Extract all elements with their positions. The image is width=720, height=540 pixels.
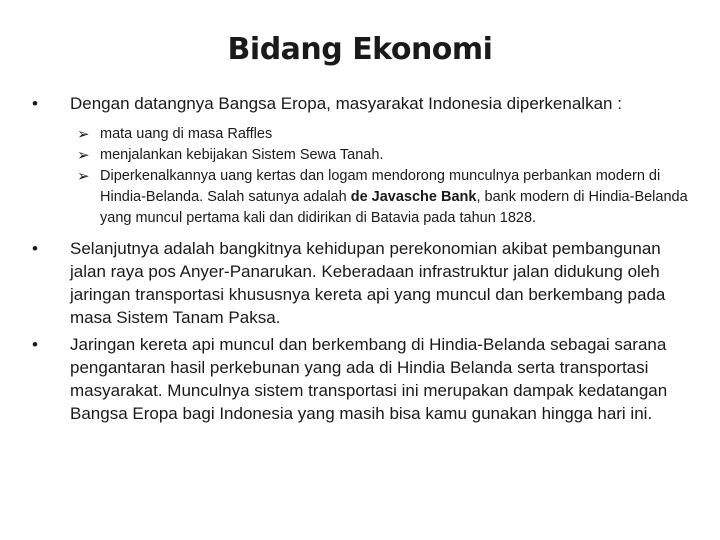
sub-bullet-1-text: mata uang di masa Raffles	[100, 126, 273, 142]
sub-bullet-1	[30, 124, 700, 145]
arrow-bullet-icon: ➢	[77, 168, 90, 185]
bullet-1	[30, 92, 700, 116]
sub-bullet-2-text: menjalankan kebijakan Sistem Sewa Tanah.	[100, 147, 384, 163]
sub-bullet-3	[30, 166, 700, 229]
bullet-icon: •	[32, 94, 38, 113]
sub-bullet-2	[30, 145, 700, 166]
bullet-3	[30, 333, 700, 425]
sub-bullet-list	[30, 124, 700, 229]
arrow-bullet-icon: ➢	[77, 126, 90, 143]
arrow-bullet-icon: ➢	[77, 147, 90, 164]
bank-name: de Javasche Bank	[350, 189, 477, 205]
bullet-icon: •	[32, 335, 38, 354]
sub-bullet-3-text-post: , bank modern di Hindia-Belanda yang muncul pertama kali dan didirikan di Batavia pada tahun 1828.	[100, 189, 688, 226]
slide-content	[30, 92, 700, 429]
page-title: Bidang Ekonomi	[227, 32, 493, 67]
bullet-2	[30, 237, 700, 329]
bullet-2-text: Selanjutnya adalah bangkitnya kehidupan perekonomian akibat pembangunan jalan raya pos Anyer-Panarukan. Keberadaan infrastruktur jalan didukung oleh jaringan transportasi khususnya kereta api yang muncul dan berkembang pada masa Sistem Tanam Paksa.	[70, 239, 666, 327]
sub-bullet-3-text-pre: Diperkenalkannya uang kertas dan logam mendorong munculnya perbankan modern di Hindia-Belanda. Salah satunya adalah	[100, 168, 661, 205]
bullet-icon: •	[32, 239, 38, 258]
bullet-3-text: Jaringan kereta api muncul dan berkembang di Hindia-Belanda sebagai sarana pengantaran hasil perkebunan yang ada di Hindia Belanda serta transportasi masyarakat. Munculnya sistem transportasi ini merupakan dampak kedatangan Bangsa Eropa bagi Indonesia yang masih bisa kamu gunakan hingga hari ini.	[70, 335, 668, 423]
bullet-1-text: Dengan datangnya Bangsa Eropa, masyarakat Indonesia diperkenalkan :	[70, 94, 622, 113]
